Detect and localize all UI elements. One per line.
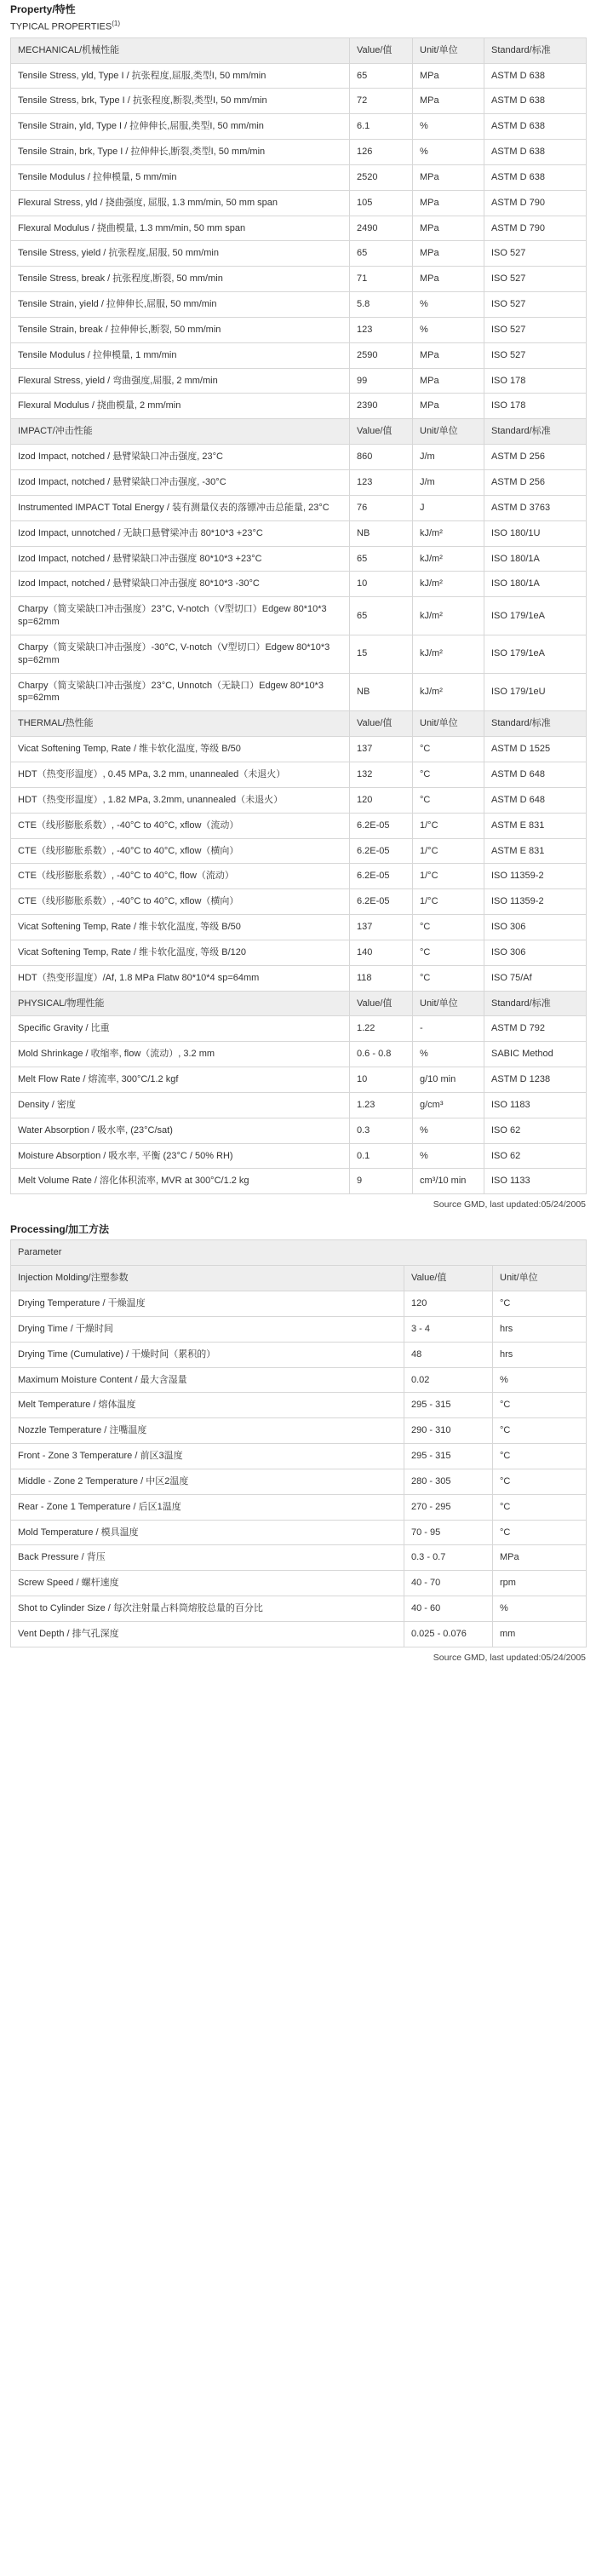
property-standard: ISO 1183 <box>484 1092 587 1118</box>
table-row <box>11 572 587 597</box>
source-note-properties: Source GMD, last updated:05/24/2005 <box>433 1199 586 1210</box>
property-name: Tensile Stress, brk, Type I / 抗张程度,断裂,类型I, 50 mm/min <box>11 89 350 114</box>
table-row <box>11 241 587 267</box>
property-name: Melt Flow Rate / 熔流率, 300°C/1.2 kgf <box>11 1067 350 1093</box>
parameter-name: Vent Depth / 排气孔深度 <box>11 1621 404 1647</box>
table-row <box>11 1316 587 1342</box>
parameter-value: 280 - 305 <box>404 1469 493 1494</box>
table-row <box>11 1545 587 1571</box>
parameter-name: Maximum Moisture Content / 最大含湿量 <box>11 1367 404 1393</box>
property-name: Vicat Softening Temp, Rate / 维卡软化温度, 等级 B/50 <box>11 915 350 940</box>
parameter-name: Middle - Zone 2 Temperature / 中区2温度 <box>11 1469 404 1494</box>
property-standard: ISO 179/1eA <box>484 597 587 635</box>
property-group-name: MECHANICAL/机械性能 <box>11 37 350 63</box>
property-standard: ASTM D 1238 <box>484 1067 587 1093</box>
property-unit: °C <box>413 762 484 787</box>
property-value: 76 <box>350 495 413 520</box>
table-row <box>11 915 587 940</box>
property-value: 140 <box>350 940 413 965</box>
property-unit: % <box>413 1143 484 1169</box>
parameter-name: Shot to Cylinder Size / 每次注射量占料筒熔胶总量的百分比 <box>11 1596 404 1622</box>
column-header-value: Value/值 <box>350 419 413 445</box>
parameter-value: 295 - 315 <box>404 1444 493 1469</box>
property-name: Specific Gravity / 比重 <box>11 1016 350 1042</box>
table-row <box>11 394 587 419</box>
property-name: HDT（热变形温度）, 0.45 MPa, 3.2 mm, unannealed（未退火） <box>11 762 350 787</box>
property-value: 1.22 <box>350 1016 413 1042</box>
table-row <box>11 597 587 635</box>
table-row <box>11 1291 587 1317</box>
property-value: 2520 <box>350 164 413 190</box>
property-unit: MPa <box>413 267 484 292</box>
table-row <box>11 1621 587 1647</box>
property-unit: % <box>413 1042 484 1067</box>
parameter-value: 40 - 70 <box>404 1571 493 1596</box>
property-value: 126 <box>350 140 413 165</box>
property-unit: MPa <box>413 190 484 216</box>
property-name: HDT（热变形温度）, 1.82 MPa, 3.2mm, unannealed（未退火） <box>11 787 350 813</box>
parameter-unit: °C <box>493 1469 587 1494</box>
property-value: 123 <box>350 317 413 342</box>
table-row <box>11 1016 587 1042</box>
parameter-value: 270 - 295 <box>404 1494 493 1520</box>
property-unit: 1/°C <box>413 813 484 838</box>
property-name: Flexural Stress, yield / 弯曲强度,屈服, 2 mm/min <box>11 368 350 394</box>
processing-table <box>10 1239 587 1647</box>
table-row <box>11 1367 587 1393</box>
property-name: Vicat Softening Temp, Rate / 维卡软化温度, 等级 B/120 <box>11 940 350 965</box>
property-unit: % <box>413 114 484 140</box>
column-header-unit: Unit/单位 <box>413 711 484 737</box>
property-value: 118 <box>350 965 413 991</box>
table-row <box>11 520 587 546</box>
property-value: 105 <box>350 190 413 216</box>
parameter-unit: MPa <box>493 1545 587 1571</box>
column-header-standard: Standard/标准 <box>484 37 587 63</box>
property-name: Flexural Stress, yld / 挠曲强度, 屈服, 1.3 mm/min, 50 mm span <box>11 190 350 216</box>
table-row <box>11 673 587 711</box>
property-standard: ASTM D 638 <box>484 164 587 190</box>
property-value: 72 <box>350 89 413 114</box>
property-name: Tensile Stress, break / 抗张程度,断裂, 50 mm/min <box>11 267 350 292</box>
parameter-unit: hrs <box>493 1342 587 1367</box>
property-standard: ISO 180/1A <box>484 572 587 597</box>
property-value: 10 <box>350 572 413 597</box>
property-group-header <box>11 711 587 737</box>
property-unit: 1/°C <box>413 864 484 889</box>
property-value: 6.2E-05 <box>350 889 413 915</box>
table-row <box>11 1494 587 1520</box>
property-value: 120 <box>350 787 413 813</box>
column-header-standard: Standard/标准 <box>484 711 587 737</box>
column-header-unit: Unit/单位 <box>493 1266 587 1291</box>
property-standard: SABIC Method <box>484 1042 587 1067</box>
column-header-standard: Standard/标准 <box>484 991 587 1016</box>
property-unit: °C <box>413 965 484 991</box>
column-header-unit: Unit/单位 <box>413 37 484 63</box>
property-name: Mold Shrinkage / 收缩率, flow（流动）, 3.2 mm <box>11 1042 350 1067</box>
property-name: Vicat Softening Temp, Rate / 维卡软化温度, 等级 B/50 <box>11 737 350 762</box>
table-row <box>11 495 587 520</box>
table-row <box>11 546 587 572</box>
property-name: Moisture Absorption / 吸水率, 平衡 (23°C / 50% RH) <box>11 1143 350 1169</box>
property-name: Tensile Strain, brk, Type I / 拉伸伸长,断裂,类型I, 50 mm/min <box>11 140 350 165</box>
property-standard: ISO 11359-2 <box>484 889 587 915</box>
property-standard: ASTM D 1525 <box>484 737 587 762</box>
property-unit: kJ/m² <box>413 597 484 635</box>
property-standard: ASTM D 790 <box>484 190 587 216</box>
table-row <box>11 89 587 114</box>
parameter-unit: mm <box>493 1621 587 1647</box>
property-name: Izod Impact, unnotched / 无缺口悬臂梁冲击 80*10*3 +23°C <box>11 520 350 546</box>
property-name: Izod Impact, notched / 悬臂梁缺口冲击强度 80*10*3 +23°C <box>11 546 350 572</box>
processing-group-header <box>11 1266 587 1291</box>
parameter-value: 0.025 - 0.076 <box>404 1621 493 1647</box>
property-value: 137 <box>350 737 413 762</box>
property-value: NB <box>350 673 413 711</box>
property-group-header <box>11 419 587 445</box>
table-row <box>11 445 587 470</box>
parameter-name: Nozzle Temperature / 注嘴温度 <box>11 1418 404 1444</box>
parameter-unit: % <box>493 1596 587 1622</box>
property-unit: °C <box>413 787 484 813</box>
property-standard: ASTM D 790 <box>484 216 587 241</box>
property-standard: ISO 1133 <box>484 1169 587 1194</box>
property-unit: MPa <box>413 394 484 419</box>
property-group-name: THERMAL/热性能 <box>11 711 350 737</box>
column-header-unit: Unit/单位 <box>413 419 484 445</box>
property-name: Melt Volume Rate / 溶化体积流率, MVR at 300°C/1.2 kg <box>11 1169 350 1194</box>
column-header-standard: Standard/标准 <box>484 419 587 445</box>
parameter-unit: °C <box>493 1291 587 1317</box>
property-standard: ASTM D 638 <box>484 89 587 114</box>
table-row <box>11 368 587 394</box>
table-row <box>11 1571 587 1596</box>
property-value: 6.2E-05 <box>350 813 413 838</box>
table-row <box>11 787 587 813</box>
processing-parameter-label: Parameter <box>11 1240 587 1266</box>
property-value: 6.2E-05 <box>350 864 413 889</box>
property-name: Density / 密度 <box>11 1092 350 1118</box>
table-row <box>11 1342 587 1367</box>
property-value: 71 <box>350 267 413 292</box>
property-name: CTE（线形膨胀系数）, -40°C to 40°C, xflow（横向） <box>11 889 350 915</box>
property-name: Tensile Modulus / 拉伸模量, 1 mm/min <box>11 342 350 368</box>
table-row <box>11 1067 587 1093</box>
column-header-unit: Unit/单位 <box>413 991 484 1016</box>
property-unit: MPa <box>413 368 484 394</box>
footnote-marker: (1) <box>112 20 120 27</box>
property-unit: cm³/10 min <box>413 1169 484 1194</box>
property-group-name: PHYSICAL/物理性能 <box>11 991 350 1016</box>
property-name: Instrumented IMPACT Total Energy / 装有测量仪表的落镖冲击总能量, 23°C <box>11 495 350 520</box>
processing-section-title: Processing/加工方法 <box>10 1223 110 1236</box>
property-name: Tensile Stress, yield / 抗张程度,屈服, 50 mm/min <box>11 241 350 267</box>
table-row <box>11 1444 587 1469</box>
parameter-unit: °C <box>493 1494 587 1520</box>
property-unit: kJ/m² <box>413 635 484 673</box>
property-standard: ASTM D 638 <box>484 140 587 165</box>
property-name: Izod Impact, notched / 悬臂梁缺口冲击强度 80*10*3 -30°C <box>11 572 350 597</box>
property-standard: ISO 527 <box>484 317 587 342</box>
table-row <box>11 635 587 673</box>
parameter-unit: % <box>493 1367 587 1393</box>
property-unit: °C <box>413 737 484 762</box>
property-standard: ASTM D 648 <box>484 762 587 787</box>
table-row <box>11 965 587 991</box>
parameter-unit: hrs <box>493 1316 587 1342</box>
property-value: 132 <box>350 762 413 787</box>
property-unit: % <box>413 140 484 165</box>
property-name: Tensile Strain, yield / 拉伸伸长,屈服, 50 mm/min <box>11 292 350 318</box>
property-unit: J/m <box>413 470 484 496</box>
property-unit: MPa <box>413 63 484 89</box>
property-name: Tensile Modulus / 拉伸模量, 5 mm/min <box>11 164 350 190</box>
table-row <box>11 1596 587 1622</box>
property-unit: kJ/m² <box>413 520 484 546</box>
property-unit: MPa <box>413 89 484 114</box>
property-standard: ISO 527 <box>484 241 587 267</box>
property-value: 2490 <box>350 216 413 241</box>
property-value: 137 <box>350 915 413 940</box>
page-title: Property/特性 <box>10 3 76 15</box>
parameter-value: 0.02 <box>404 1367 493 1393</box>
property-name: Charpy（简支梁缺口冲击强度）-30°C, V-notch（V型切口）Edgew 80*10*3 sp=62mm <box>11 635 350 673</box>
property-unit: °C <box>413 915 484 940</box>
property-group-header <box>11 37 587 63</box>
parameter-name: Mold Temperature / 模具温度 <box>11 1520 404 1545</box>
property-value: 65 <box>350 241 413 267</box>
property-name: Charpy（简支梁缺口冲击强度）23°C, Unnotch（无缺口）Edgew 80*10*3 sp=62mm <box>11 673 350 711</box>
property-standard: ASTM D 638 <box>484 63 587 89</box>
property-standard: ISO 306 <box>484 940 587 965</box>
table-row <box>11 762 587 787</box>
property-standard: ISO 178 <box>484 368 587 394</box>
table-row <box>11 737 587 762</box>
property-unit: % <box>413 1118 484 1143</box>
property-standard: ASTM D 648 <box>484 787 587 813</box>
property-value: 0.1 <box>350 1143 413 1169</box>
property-unit: kJ/m² <box>413 572 484 597</box>
table-row <box>11 1042 587 1067</box>
property-value: 0.3 <box>350 1118 413 1143</box>
parameter-name: Front - Zone 3 Temperature / 前区3温度 <box>11 1444 404 1469</box>
property-group-name: IMPACT/冲击性能 <box>11 419 350 445</box>
parameter-value: 120 <box>404 1291 493 1317</box>
property-value: 5.8 <box>350 292 413 318</box>
property-standard: ISO 11359-2 <box>484 864 587 889</box>
property-unit: °C <box>413 940 484 965</box>
property-unit: - <box>413 1016 484 1042</box>
table-row <box>11 1469 587 1494</box>
column-header-value: Value/值 <box>404 1266 493 1291</box>
property-value: 9 <box>350 1169 413 1194</box>
property-unit: MPa <box>413 164 484 190</box>
property-unit: MPa <box>413 241 484 267</box>
property-unit: kJ/m² <box>413 546 484 572</box>
table-row <box>11 1393 587 1418</box>
table-row <box>11 1418 587 1444</box>
property-value: 860 <box>350 445 413 470</box>
table-row <box>11 889 587 915</box>
property-unit: g/10 min <box>413 1067 484 1093</box>
typical-properties-caption <box>0 18 596 37</box>
table-row <box>11 140 587 165</box>
parameter-name: Back Pressure / 背压 <box>11 1545 404 1571</box>
processing-parameter-header <box>11 1240 587 1266</box>
property-name: CTE（线形膨胀系数）, -40°C to 40°C, xflow（横向） <box>11 838 350 864</box>
column-header-value: Value/值 <box>350 711 413 737</box>
property-standard: ISO 75/Af <box>484 965 587 991</box>
source-note-processing: Source GMD, last updated:05/24/2005 <box>433 1652 586 1663</box>
property-value: 65 <box>350 546 413 572</box>
parameter-value: 70 - 95 <box>404 1520 493 1545</box>
parameter-value: 0.3 - 0.7 <box>404 1545 493 1571</box>
table-row <box>11 1143 587 1169</box>
table-row <box>11 114 587 140</box>
parameter-value: 40 - 60 <box>404 1596 493 1622</box>
property-standard: ASTM E 831 <box>484 838 587 864</box>
table-row <box>11 813 587 838</box>
property-value: 123 <box>350 470 413 496</box>
property-unit: % <box>413 317 484 342</box>
property-value: 10 <box>350 1067 413 1093</box>
parameter-value: 290 - 310 <box>404 1418 493 1444</box>
property-unit: 1/°C <box>413 889 484 915</box>
property-value: 2390 <box>350 394 413 419</box>
property-value: 1.23 <box>350 1092 413 1118</box>
parameter-value: 295 - 315 <box>404 1393 493 1418</box>
property-unit: % <box>413 292 484 318</box>
property-standard: ISO 180/1A <box>484 546 587 572</box>
table-row <box>11 470 587 496</box>
property-value: 65 <box>350 63 413 89</box>
property-standard: ISO 179/1eA <box>484 635 587 673</box>
parameter-name: Screw Speed / 螺杆速度 <box>11 1571 404 1596</box>
property-group-header <box>11 991 587 1016</box>
table-row <box>11 1118 587 1143</box>
property-name: HDT（热变形温度）/Af, 1.8 MPa Flatw 80*10*4 sp=64mm <box>11 965 350 991</box>
property-value: NB <box>350 520 413 546</box>
table-row <box>11 267 587 292</box>
property-standard: ASTM D 792 <box>484 1016 587 1042</box>
property-value: 65 <box>350 597 413 635</box>
parameter-value: 3 - 4 <box>404 1316 493 1342</box>
property-standard: ASTM E 831 <box>484 813 587 838</box>
property-name: Tensile Strain, yld, Type I / 拉伸伸长,屈服,类型I, 50 mm/min <box>11 114 350 140</box>
table-row <box>11 838 587 864</box>
parameter-unit: °C <box>493 1520 587 1545</box>
property-standard: ISO 62 <box>484 1118 587 1143</box>
parameter-unit: rpm <box>493 1571 587 1596</box>
property-unit: J/m <box>413 445 484 470</box>
table-row <box>11 940 587 965</box>
property-standard: ISO 62 <box>484 1143 587 1169</box>
parameter-name: Drying Temperature / 干燥温度 <box>11 1291 404 1317</box>
property-standard: ASTM D 256 <box>484 470 587 496</box>
column-header-value: Value/值 <box>350 37 413 63</box>
property-name: CTE（线形膨胀系数）, -40°C to 40°C, flow（流动） <box>11 864 350 889</box>
parameter-name: Drying Time (Cumulative) / 干燥时间（累积的） <box>11 1342 404 1367</box>
typical-properties-label: TYPICAL PROPERTIES <box>10 21 112 32</box>
property-standard: ISO 178 <box>484 394 587 419</box>
property-name: Flexural Modulus / 挠曲模量, 2 mm/min <box>11 394 350 419</box>
property-value: 0.6 - 0.8 <box>350 1042 413 1067</box>
table-row <box>11 190 587 216</box>
property-unit: g/cm³ <box>413 1092 484 1118</box>
property-name: CTE（线形膨胀系数）, -40°C to 40°C, xflow（流动） <box>11 813 350 838</box>
property-standard: ISO 527 <box>484 292 587 318</box>
property-name: Flexural Modulus / 挠曲模量, 1.3 mm/min, 50 mm span <box>11 216 350 241</box>
property-name: Tensile Stress, yld, Type I / 抗张程度,屈服,类型I, 50 mm/min <box>11 63 350 89</box>
property-standard: ASTM D 3763 <box>484 495 587 520</box>
table-row <box>11 63 587 89</box>
property-unit: 1/°C <box>413 838 484 864</box>
property-standard: ASTM D 256 <box>484 445 587 470</box>
property-standard: ISO 179/1eU <box>484 673 587 711</box>
property-name: Izod Impact, notched / 悬臂梁缺口冲击强度, -30°C <box>11 470 350 496</box>
table-row <box>11 292 587 318</box>
property-standard: ISO 306 <box>484 915 587 940</box>
parameter-name: Rear - Zone 1 Temperature / 后区1温度 <box>11 1494 404 1520</box>
parameter-unit: °C <box>493 1393 587 1418</box>
property-name: Water Absorption / 吸水率, (23°C/sat) <box>11 1118 350 1143</box>
property-unit: MPa <box>413 342 484 368</box>
table-row <box>11 216 587 241</box>
table-row <box>11 164 587 190</box>
property-standard: ISO 180/1U <box>484 520 587 546</box>
parameter-unit: °C <box>493 1418 587 1444</box>
property-value: 6.1 <box>350 114 413 140</box>
table-row <box>11 1520 587 1545</box>
table-row <box>11 1092 587 1118</box>
property-value: 99 <box>350 368 413 394</box>
property-value: 2590 <box>350 342 413 368</box>
property-name: Izod Impact, notched / 悬臂梁缺口冲击强度, 23°C <box>11 445 350 470</box>
parameter-name: Drying Time / 干燥时间 <box>11 1316 404 1342</box>
property-unit: J <box>413 495 484 520</box>
parameter-name: Melt Temperature / 熔体温度 <box>11 1393 404 1418</box>
table-row <box>11 317 587 342</box>
property-unit: kJ/m² <box>413 673 484 711</box>
property-name: Tensile Strain, break / 拉伸伸长,断裂, 50 mm/min <box>11 317 350 342</box>
property-value: 15 <box>350 635 413 673</box>
processing-group-name: Injection Molding/注塑参数 <box>11 1266 404 1291</box>
column-header-value: Value/值 <box>350 991 413 1016</box>
property-name: Charpy（简支梁缺口冲击强度）23°C, V-notch（V型切口）Edgew 80*10*3 sp=62mm <box>11 597 350 635</box>
parameter-value: 48 <box>404 1342 493 1367</box>
property-standard: ISO 527 <box>484 267 587 292</box>
table-row <box>11 1169 587 1194</box>
typical-properties-table <box>10 37 587 1195</box>
property-value: 6.2E-05 <box>350 838 413 864</box>
parameter-unit: °C <box>493 1444 587 1469</box>
table-row <box>11 342 587 368</box>
property-standard: ASTM D 638 <box>484 114 587 140</box>
property-unit: MPa <box>413 216 484 241</box>
table-row <box>11 864 587 889</box>
property-standard: ISO 527 <box>484 342 587 368</box>
